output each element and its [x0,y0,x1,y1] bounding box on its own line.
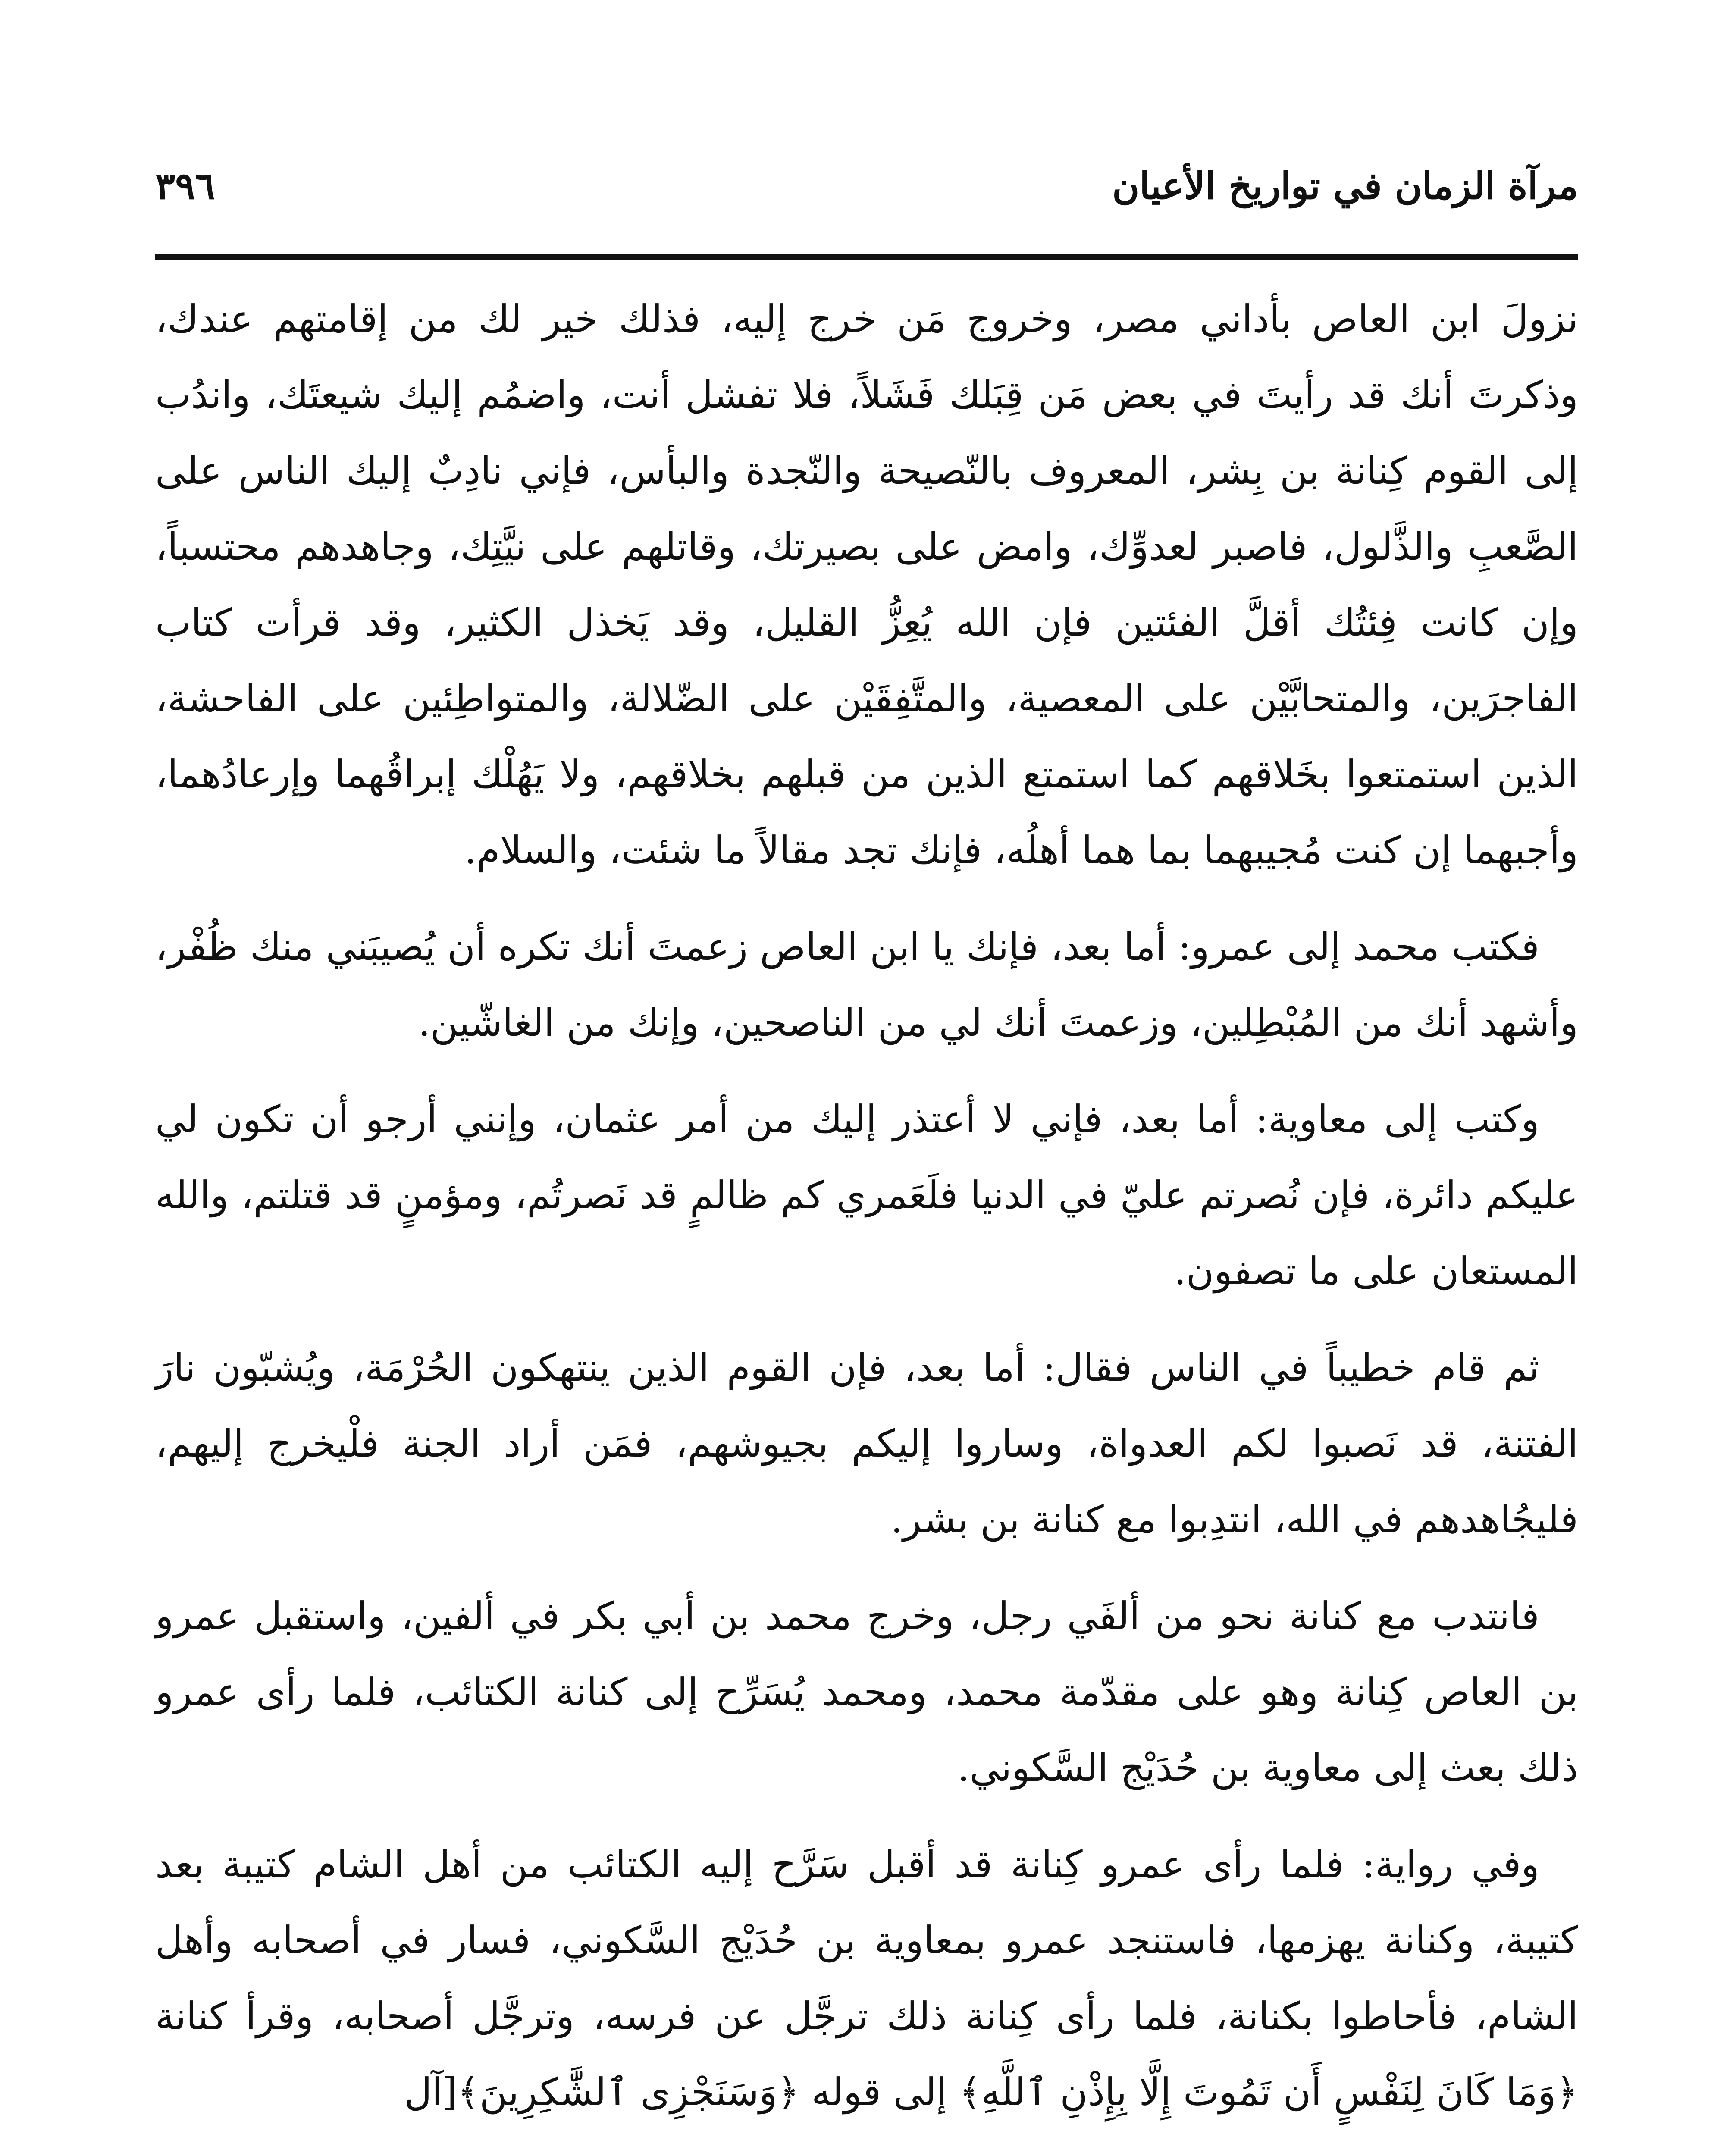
running-header [155,155,1578,260]
paragraph-muhammad-reply: فكتب محمد إلى عمرو: أما بعد، فإنك يا ابن العاص زعمتَ أنك تكره أن يُصيبَني منك ظُفْر، وأشهد أنك من المُبْطِلين، وزعمتَ أنك لي من الناصحين، وإنك من الغاشّين. [155,924,1578,1045]
page-number: ٣٩٦ [155,164,215,208]
paragraph-narration: وفي رواية: فلما رأى عمرو كِنانة قد أقبل سَرَّح إليه الكتائب من أهل الشام كتيبة بعد كتيبة، وكنانة يهزمها، فاستنجد عمرو بمعاوية بن حُدَيْج السَّكوني، فسار في أصحابه وأهل الشام، فأحاطوا بكنانة، فلما رأى كِنانة ذلك ترجَّل عن فرسه، وترجَّل أصحابه، وقرأ كنانة ﴿وَمَا كَانَ لِنَفْسٍ أَن تَمُوتَ إِلَّا بِإِذْنِ ٱللَّهِ﴾ إلى قوله ﴿وَسَنَجْزِى ٱلشَّٰكِرِينَ﴾[آل [155,1842,1578,2114]
book-page [155,155,1578,2156]
paragraph-sermon: ثم قام خطيباً في الناس فقال: أما بعد، فإن القوم الذين ينتهكون الحُرْمَة، ويُشبّون نارَ الفتنة، قد نَصبوا لكم العدواة، وساروا إليكم بجيوشهم، فمَن أراد الجنة فلْيخرج إليهم، فليجُاهدهم في الله، انتدِبوا مع كنانة بن بشر. [155,1345,1578,1542]
paragraph-letter-continuation: نزولَ ابن العاص بأداني مصر، وخروج مَن خرج إليه، فذلك خير لك من إقامتهم عندك، وذكرتَ أنك قد رأيتَ في بعض مَن قِبَلك فَشَلاً، فلا تفشل أنت، واضمُم إليك شيعتَك، واندُب إلى القوم كِنانة بن بِشر، المعروف بالنّصيحة والنّجدة والبأس، فإني نادِبٌ إليك الناس على الصَّعبِ والذَّلول، فاصبر لعدوِّك، وامض على بصيرتك، وقاتلهم على نيَّتِك، وجاهدهم محتسباً، وإن كانت فِئتُك أقلَّ الفئتين فإن الله يُعِزُّ القليل، وقد يَخذل الكثير، وقد قرأت كتاب الفاجرَين، والمتحابَّيْن على المعصية، والمتَّفِقَيْن على الضّلالة، والمتواطِئين على الفاحشة، الذين استمتعوا بخَلاقهم كما استمتع الذين من قبلهم بخلاقهم، ولا يَهُلْك إبراقُهما وإرعادُهما، وأجبهما إن كنت مُجيبهما بما هما أهلُه، فإنك تجد مقالاً ما شئت، والسلام. [155,297,1579,872]
paragraph-letter-to-muawiya: وكتب إلى معاوية: أما بعد، فإني لا أعتذر إليك من أمر عثمان، وإنني أرجو أن تكون لي عليكم دائرة، فإن نُصرتم عليّ في الدنيا فلَعَمري كم ظالمٍ قد نَصرتُم، ومؤمنٍ قد قتلتم، والله المستعان على ما تصفون. [155,1097,1578,1293]
paragraph-kinana-departure: فانتدب مع كنانة نحو من ألفَي رجل، وخرج محمد بن أبي بكر في ألفين، واستقبل عمرو بن العاص كِنانة وهو على مقدّمة محمد، ومحمد يُسَرِّح إلى كنانة الكتائب، فلما رأى عمرو ذلك بعث إلى معاوية بن حُدَيْج السَّكوني. [155,1594,1578,1790]
book-title: مرآة الزمان في تواريخ الأعيان [1112,164,1578,208]
page-body [155,260,1578,2130]
